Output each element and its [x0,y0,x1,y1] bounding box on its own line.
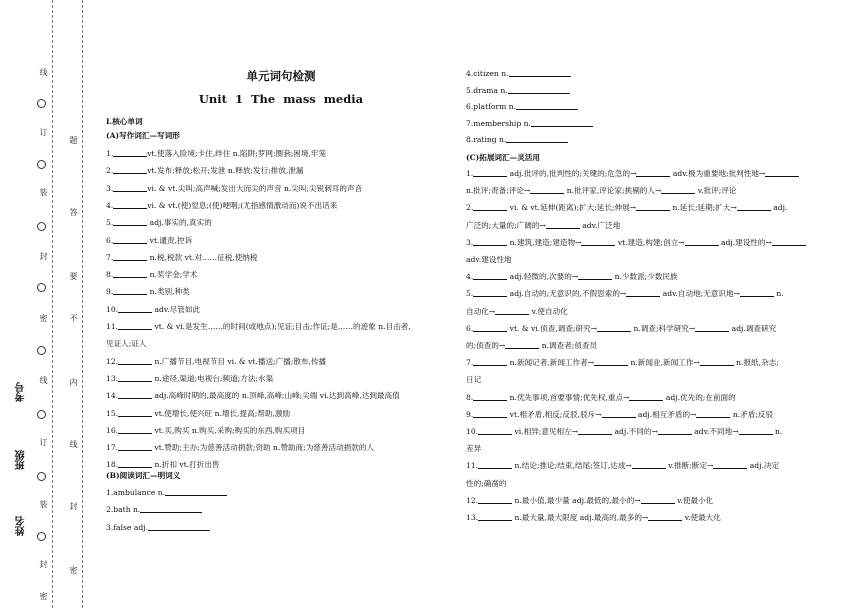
item-number: 11. [106,322,119,331]
writing-item [106,338,147,349]
item-definition: n.新闻业,新闻工作→ [628,358,700,368]
item-definition: n.结论;推论;结束,结尾;签订,达成→ [512,461,632,471]
item-number: 7. [466,118,474,128]
item-word: platform n. [473,102,517,111]
item-definition: vt.发布;释放;松开;发泄 n.释放;发行;排放,泄漏 [147,166,304,176]
answer-blank[interactable] [113,200,147,209]
notice-char: 不 [69,314,78,324]
answer-blank[interactable] [478,512,512,521]
answer-blank[interactable] [118,459,152,468]
answer-blank[interactable] [508,85,570,94]
item-definition: adj.高峰时期的,最高度的 n.顶峰,高峰;山峰;尖端 vi.达到高峰,达到最高值 [152,391,400,401]
item-number: 9. [466,409,474,419]
answer-blank[interactable] [772,237,806,246]
expand-item [466,237,806,248]
item-definition: adj.批评的,批判性的;关键的;危急的→ [507,169,637,178]
expand-item [466,168,799,179]
binding-line [82,0,83,608]
writing-item [106,408,290,419]
item-definition: n.调查;科学研究→ [631,323,696,333]
item-definition: 见证人;证人 [106,339,147,349]
exam-number-label: 考号 [16,382,27,402]
expand-item-continued [466,443,481,454]
item-number: 7. [466,358,474,368]
expand-item-continued [466,374,481,385]
expand-item [466,323,776,334]
answer-blank[interactable] [648,512,682,521]
item-definition: vt. & vi.侦查,调查;研究→ [507,323,598,333]
reading-item [466,118,593,129]
binding-circle [37,346,46,355]
item-definition: adj.自动的;无意识的,不假思索的→ [507,289,627,299]
item-number: 13. [466,513,479,522]
item-definition: adv.广泛地 [579,220,621,230]
item-definition: vi. & vt.尖叫;高声喊;发出大而尖的声音 n.尖叫;尖锐刺耳的声音 [147,183,363,193]
item-word: citizen n. [473,69,509,78]
item-number: 5. [106,218,114,228]
item-word: drama n. [473,85,508,95]
item-definition: n.新闻记者,新闻工作者→ [507,358,595,368]
writing-item [106,252,258,263]
item-number: 12. [106,356,119,366]
answer-blank[interactable] [473,392,507,401]
item-definition: adj. [770,203,788,213]
item-definition: n.广播节目,电视节目 vi. & vt.播送;广播;散布,传播 [152,356,327,366]
answer-blank[interactable] [113,286,147,295]
item-definition: n. [773,289,784,299]
notice-char: 题 [69,136,78,146]
answer-blank[interactable] [478,460,512,469]
reading-item [466,101,578,112]
answer-blank[interactable] [626,288,660,297]
answer-blank[interactable] [473,202,507,211]
item-word: bath n. [113,505,141,515]
item-definition: n.最小值,最少量 adj.最低的,最小的→ [512,495,641,505]
class-label: 班级 [16,450,27,470]
item-word: false adj. [113,522,148,532]
answer-blank[interactable] [118,321,152,330]
reading-item [106,487,227,498]
expand-item-continued [466,340,597,351]
answer-blank[interactable] [765,168,799,177]
answer-blank[interactable] [113,165,147,174]
binding-mark: 订 [39,438,48,448]
item-definition: adv.自动地;无意识地→ [660,289,740,299]
writing-item [106,217,212,228]
item-number: 2. [106,505,114,515]
item-number: 4. [466,272,474,282]
expand-item [466,512,721,523]
item-definition: v.推断;断定→ [665,461,714,471]
item-definition: adj.建设性的→ [718,237,772,247]
writing-item [106,269,198,280]
answer-blank[interactable] [473,168,507,177]
notice-char: 内 [69,378,78,388]
binding-margin [0,0,92,608]
item-number: 6. [106,235,114,245]
item-number: 13. [106,373,119,383]
answer-blank[interactable] [473,237,507,246]
writing-item [106,148,326,159]
binding-circle [37,532,46,541]
writing-item [106,356,326,367]
answer-blank[interactable] [578,271,612,280]
name-label: 姓名 [16,516,27,536]
binding-mark: 线 [39,376,48,386]
writing-item [106,373,273,384]
answer-blank[interactable] [113,235,147,244]
notice-char: 封 [69,502,78,512]
item-definition: n.类别,种类 [147,287,190,297]
item-definition: n.报纸,杂志; [733,358,779,368]
notice-char: 密 [69,566,78,576]
item-number: 8. [466,392,474,402]
notice-char: 线 [69,440,78,450]
answer-blank[interactable] [658,426,692,435]
item-definition: vt.谴责,控诉 [147,235,193,245]
item-number: 5. [466,289,474,299]
item-number: 5. [466,85,474,95]
item-definition: 自动化→ [466,306,496,316]
item-number: 6. [466,102,474,111]
expand-item [466,288,784,299]
writing-item [106,183,362,194]
expand-item [466,409,773,420]
writing-item [106,390,400,401]
item-number: 4. [466,69,474,78]
answer-blank[interactable] [632,460,666,469]
item-definition: 差异 [466,444,482,454]
expand-item [466,271,678,282]
item-definition: n.矛盾;反驳 [730,409,774,419]
answer-blank[interactable] [165,487,227,496]
item-definition: adv.尽管如此 [152,304,201,314]
answer-blank[interactable] [473,357,507,366]
item-definition: n.批评家,评论家;挑剔的人→ [564,186,662,196]
item-definition: n.最大量,最大限度 adj.最高的,最多的→ [512,513,649,522]
item-definition: vt.买,购买 n.购买,采购;购买的东西,购买项目 [152,425,306,435]
answer-blank[interactable] [113,269,147,278]
item-definition: v.使最小化 [674,495,714,505]
item-definition: n.延长;延期;扩大→ [670,203,737,213]
answer-blank[interactable] [118,425,152,434]
item-definition: vi.相异;意见相左→ [512,427,579,436]
answer-blank[interactable] [118,356,152,365]
expand-item-continued [466,254,512,265]
answer-blank[interactable] [140,504,202,513]
item-number: 3. [106,183,114,193]
answer-blank[interactable] [636,168,670,177]
answer-blank[interactable] [516,101,578,110]
writing-item [106,200,337,211]
answer-blank[interactable] [696,409,730,418]
answer-blank[interactable] [113,183,147,192]
item-definition: adj.轻微的,次要的→ [507,272,579,282]
unit-title: Unit 1 The mass media [198,92,364,106]
section-heading: (A)写作词汇—写词形 [106,131,180,140]
answer-blank[interactable] [740,288,774,297]
item-number: 11. [466,461,479,471]
item-number: 7. [106,252,114,262]
item-definition: adv.不同地→ [691,427,739,436]
item-number: 4. [106,200,114,210]
section-heading: (C)拓展词汇—灵活用 [466,153,540,162]
answer-blank[interactable] [641,495,675,504]
item-definition: n.税,税款 vt.对……征税,使纳税 [147,252,258,262]
item-definition: adj.决定 [747,461,780,471]
answer-blank[interactable] [118,442,152,451]
notice-char: 答 [69,208,78,218]
answer-blank[interactable] [695,323,729,332]
answer-blank[interactable] [506,134,568,143]
item-definition: n.优先事项,首要事情;优先权,重点→ [507,392,630,402]
answer-blank[interactable] [661,185,695,194]
item-definition: adj.不同的→ [612,427,658,436]
answer-blank[interactable] [597,323,631,332]
item-definition: vt.使落入险境;卡住,绊住 n.陷阱;罗网;圈套;困境,牢笼 [147,149,327,158]
answer-blank[interactable] [509,68,571,77]
item-definition: adj.优先的;在前面的 [663,392,736,402]
item-definition: adj.调查研究 [729,323,777,333]
item-definition: n.建筑,建造;建造物→ [507,237,582,247]
answer-blank[interactable] [685,237,719,246]
item-definition: v.使最大化 [682,513,721,522]
item-number: 18. [106,460,119,470]
item-definition: 性的;确凿的 [466,478,507,488]
expand-item [466,357,779,368]
expand-item [466,460,779,471]
item-number: 16. [106,425,119,435]
item-definition: v.使自动化 [529,306,568,316]
item-number: 2. [106,166,114,176]
item-definition: adj.相互矛盾的→ [635,409,697,419]
item-definition: vi. & vt.延伸(距离);扩大;延长;伸展→ [507,203,637,213]
answer-blank[interactable] [581,237,615,246]
answer-blank[interactable] [113,217,147,226]
binding-mark: 订 [39,128,48,138]
notice-char: 要 [69,272,78,282]
binding-line [52,0,53,608]
item-number: 3. [466,237,474,247]
item-definition: vi. & vt.(使)窒息;(使)哽咽;(尤指感情激动而)说不出话来 [147,200,338,210]
writing-item [106,235,192,246]
writing-item [106,442,374,453]
answer-blank[interactable] [473,409,507,418]
expand-item [466,426,782,437]
binding-circle [37,99,46,108]
item-number: 1. [106,488,114,497]
item-definition: n. [772,427,783,436]
answer-blank[interactable] [713,460,747,469]
writing-item [106,165,303,176]
item-definition: adj.事实的,真实的 [147,218,212,228]
binding-circle [37,283,46,292]
answer-blank[interactable] [113,148,147,157]
answer-blank[interactable] [530,185,564,194]
item-definition: n.途径,渠道;电视台;频道;方法;水渠 [152,373,274,383]
item-definition: n.调查者;侦查员 [539,341,598,350]
writing-item [106,304,200,315]
writing-item [106,286,190,297]
item-number: 12. [466,495,479,505]
answer-blank[interactable] [495,306,529,315]
answer-blank[interactable] [118,373,152,382]
item-definition: adv.极为重要地;批判性地→ [670,169,766,178]
reading-item [106,522,210,533]
item-number: 10. [106,304,119,314]
answer-blank[interactable] [739,426,773,435]
item-number: 8. [106,270,114,280]
item-word: rating n. [473,135,507,144]
binding-circle [37,472,46,481]
item-definition: vt. & vi.是发生……的时间(或地点);见证;目击;作证;是……的迹象 n.目击者, [152,322,411,331]
writing-item [106,425,305,436]
binding-mark: 密 [39,592,48,602]
answer-blank[interactable] [737,202,771,211]
item-definition: n.批评;责备;评论→ [466,186,531,196]
answer-blank[interactable] [578,426,612,435]
item-definition: v.批评;评论 [695,186,737,196]
binding-mark: 封 [39,560,48,570]
binding-mark: 线 [39,68,48,78]
binding-mark: 装 [39,500,48,510]
item-definition: vt.赞助;主办;为慈善活动捐款;资助 n.赞助商;为慈善活动捐款的人 [152,443,375,453]
item-number: 15. [106,408,119,418]
section-heading: Ⅰ.核心单词 [106,117,143,126]
item-definition: 日记 [466,375,482,385]
item-definition: n.奖学金;学术 [147,270,198,280]
answer-blank[interactable] [118,408,152,417]
binding-circle [37,160,46,169]
expand-item-continued [466,306,568,317]
reading-item [106,504,202,515]
answer-blank[interactable] [473,288,507,297]
binding-circle [37,222,46,231]
item-number: 6. [466,323,474,333]
item-number: 9. [106,287,114,297]
item-definition: 广泛的;大量的;广阔的→ [466,220,546,230]
answer-blank[interactable] [113,252,147,261]
section-heading: (B)阅读词汇—明词义 [106,471,181,480]
item-definition: vt.相矛盾,相反;反驳,驳斥→ [507,409,602,419]
item-number: 1. [106,149,114,158]
answer-blank[interactable] [594,357,628,366]
item-definition: vt.建造,构建;创立→ [615,237,685,247]
item-number: 8. [466,135,474,144]
answer-blank[interactable] [602,409,636,418]
answer-blank[interactable] [118,304,152,313]
binding-mark: 装 [39,188,48,198]
item-number: 3. [106,522,114,532]
expand-item-continued [466,478,507,489]
answer-blank[interactable] [478,426,512,435]
item-word: membership n. [473,118,531,128]
answer-blank[interactable] [546,220,580,229]
expand-item-continued [466,220,620,231]
item-number: 14. [106,391,119,401]
answer-blank[interactable] [629,392,663,401]
binding-circle [37,410,46,419]
reading-item [466,134,568,145]
item-definition: n.少数派;少数民族 [612,272,678,282]
answer-blank[interactable] [473,323,507,332]
item-number: 10. [466,427,479,436]
page-title: 单元词句检测 [246,69,316,83]
writing-item [106,459,220,470]
answer-blank[interactable] [700,357,734,366]
reading-item [466,68,571,79]
binding-mark: 密 [39,314,48,324]
answer-blank[interactable] [478,495,512,504]
answer-blank[interactable] [118,390,152,399]
item-definition: adv.建设性地 [466,255,512,264]
item-number: 1. [466,169,474,178]
answer-blank[interactable] [636,202,670,211]
answer-blank[interactable] [505,340,539,349]
binding-mark: 封 [39,252,48,262]
item-number: 2. [466,203,474,213]
answer-blank[interactable] [148,522,210,531]
reading-item [466,85,570,96]
item-definition: vt.使增长,使兴旺 n.增长,提高;帮助,激励 [152,408,291,418]
expand-item-continued [466,185,737,196]
item-number: 17. [106,443,119,453]
expand-item [466,202,787,213]
item-definition: n.折扣 vt.打折出售 [152,460,220,470]
answer-blank[interactable] [531,118,593,127]
expand-item [466,495,713,506]
expand-item [466,392,736,403]
writing-item [106,321,411,332]
item-definition: 的;侦查的→ [466,341,506,350]
item-word: ambulance n. [113,488,166,497]
answer-blank[interactable] [473,271,507,280]
